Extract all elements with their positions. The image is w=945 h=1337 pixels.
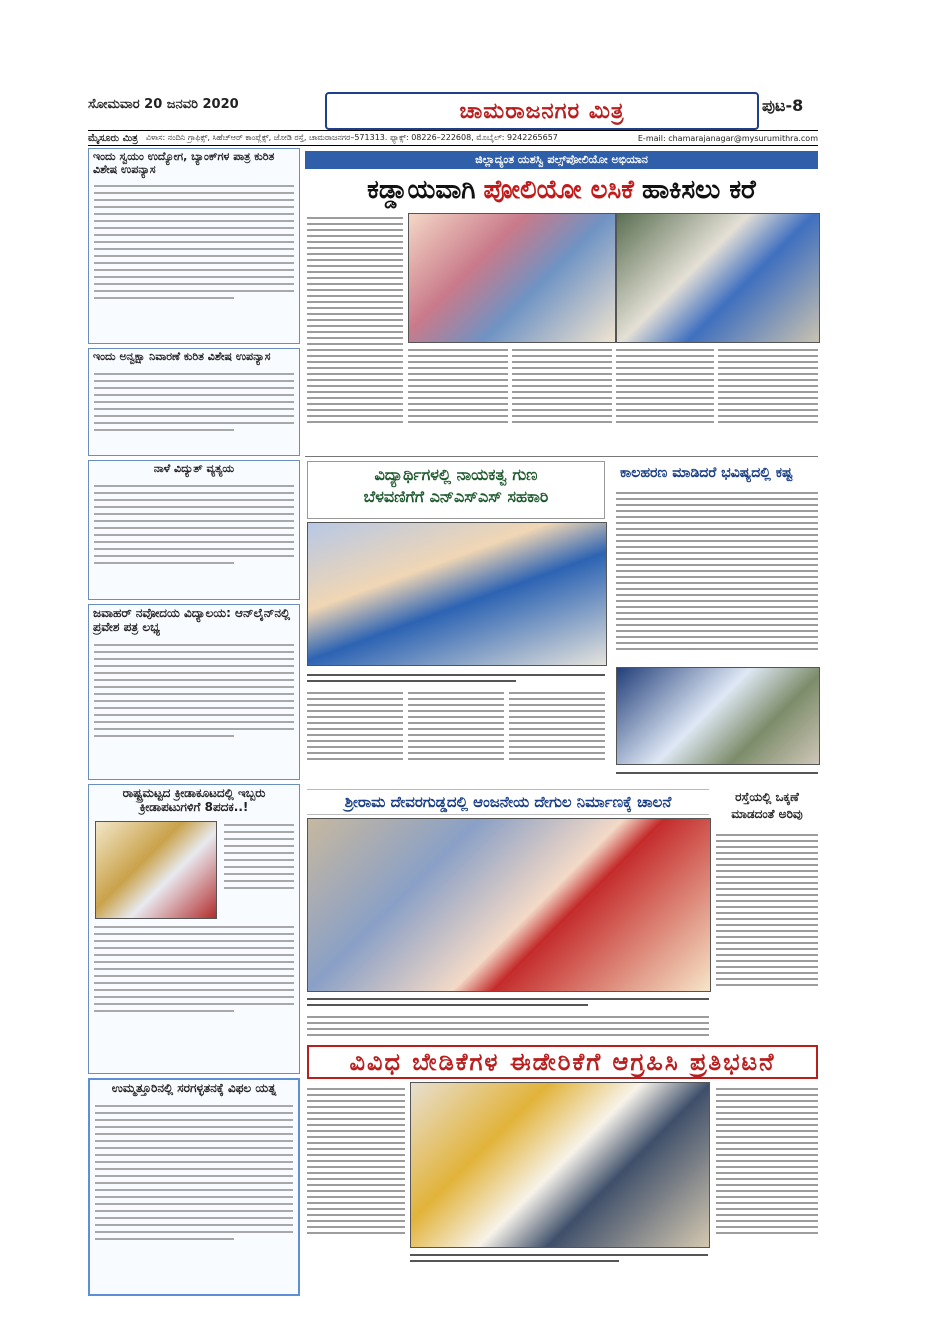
nss-photo bbox=[307, 522, 607, 666]
story-title: ಇಂದು ಸ್ವಯಂ ಉದ್ಯೋಗ, ಬ್ಯಾಂಕ್‌ಗಳ ಪಾತ್ರ ಕುರಿತ ವಿಶೇಷ ಉಪನ್ಯಾಸ bbox=[93, 150, 275, 176]
polio-photo-1 bbox=[408, 213, 616, 343]
story-self-employment bbox=[88, 148, 300, 344]
story-blind-belief bbox=[88, 348, 300, 456]
story-body bbox=[89, 366, 299, 438]
story-title: ನಾಳೆ ವಿದ್ಯುತ್ ವ್ಯತ್ಯಯ bbox=[153, 462, 235, 475]
polio-headline-highlight: ಪೋಲಿಯೋ ಲಸಿಕೆ bbox=[483, 174, 634, 205]
temple-photo-caption bbox=[307, 994, 709, 1010]
polio-text-col4 bbox=[616, 345, 714, 427]
story-power-cut bbox=[88, 460, 300, 600]
left-column bbox=[88, 148, 300, 1296]
info-email: E-mail: chamarajanagar@mysurumithra.com bbox=[637, 133, 818, 143]
polio-text-col2 bbox=[408, 345, 508, 427]
road-text bbox=[716, 830, 818, 990]
temple-photo bbox=[307, 818, 711, 992]
story-chain-snatching bbox=[88, 1078, 300, 1296]
time-photo bbox=[616, 667, 820, 765]
story-body bbox=[89, 178, 299, 306]
nss-text-col3 bbox=[509, 688, 605, 764]
nss-text-col1 bbox=[307, 688, 403, 764]
polio-headline bbox=[305, 172, 818, 208]
story-title: ರಾಷ್ಟ್ರಮಟ್ಟದ ಕ್ರೀಡಾಕೂಟದಲ್ಲಿ ಇಬ್ಬರು ಕ್ರೀಡಾಪಟುಗಳಿಗೆ 8ಪದಕ..! bbox=[122, 786, 266, 814]
polio-headline-left: ಕಡ್ಡಾಯವಾಗಿ bbox=[367, 174, 476, 205]
nss-headline bbox=[307, 461, 605, 519]
protest-photo-caption bbox=[410, 1250, 708, 1266]
story-body bbox=[89, 478, 299, 571]
story-title: ಇಂದು ಅನ್ವಕ್ಷಾ ನಿವಾರಣೆ ಕುರಿತ ವಿಶೇಷ ಉಪನ್ಯಾಸ bbox=[93, 350, 271, 363]
polio-text-col5 bbox=[718, 345, 818, 427]
story-body bbox=[89, 919, 299, 1019]
story-sports-medals bbox=[88, 784, 300, 1074]
nss-text-col2 bbox=[408, 688, 504, 764]
polio-photo-2 bbox=[616, 213, 820, 343]
temple-headline: ಶ್ರೀರಾಮ ದೇವರಗುಡ್ಡದಲ್ಲಿ ಆಂಜನೇಯ ದೇಗುಲ ನಿರ್ಮಾಣಕ್ಕೆ ಚಾಲನೆ bbox=[307, 789, 709, 815]
time-text bbox=[616, 488, 818, 654]
time-photo-caption bbox=[616, 768, 818, 778]
story-navodaya bbox=[88, 604, 300, 780]
protest-photo bbox=[410, 1082, 710, 1248]
protest-text-col1 bbox=[307, 1084, 405, 1238]
sports-photo bbox=[95, 821, 217, 919]
info-brand: ಮೈಸೂರು ಮಿತ್ರ bbox=[88, 132, 138, 144]
story-body bbox=[89, 637, 299, 744]
road-headline: ರಸ್ತೆಯಲ್ಲಿ ಒಕ್ಕಣೆ ಮಾಡದಂತೆ ಅರಿವು bbox=[731, 790, 803, 821]
polio-text-col3 bbox=[512, 345, 612, 427]
story-title: ಜವಾಹರ್ ನವೋದಯ ವಿದ್ಯಾಲಯ: ಆನ್‌ಲೈನ್‌ನಲ್ಲಿ ಪ್ರವೇಶ ಪತ್ರ ಲಭ್ಯ bbox=[93, 606, 291, 634]
temple-text bbox=[307, 1012, 709, 1040]
nss-photo-caption bbox=[307, 670, 605, 686]
page-number: ಪುಟ-8 bbox=[762, 96, 804, 115]
polio-text-col1 bbox=[307, 213, 403, 427]
section-divider bbox=[305, 456, 818, 457]
protest-headline: ವಿವಿಧ ಬೇಡಿಕೆಗಳ ಈಡೇರಿಕೆಗೆ ಆಗ್ರಹಿಸಿ ಪ್ರತಿಭಟನೆ bbox=[307, 1045, 818, 1079]
info-address: ವಿಳಾಸ: ನಂದಿನಿ ಗ್ರಾಫಿಕ್ಸ್, ಸಿಹೆಚ್‌ಆರ್ ಕಾಂಪ್ಲೆಕ್ಸ್, ಜೋಡಿ ರಸ್ತೆ, ಚಾಮರಾಜನಗರ–571313. ಫ್ಯಾಕ್ಸ್: 08226–222608, ಮೊಬೈಲ್: 9242265657 bbox=[145, 133, 558, 142]
story-title: ಉಮ್ಮತ್ತೂರಿನಲ್ಲಿ ಸರಗಳ್ಳತನಕ್ಕೆ ವಿಫಲ ಯತ್ನ bbox=[111, 1081, 277, 1095]
pulse-polio-banner: ಜಿಲ್ಲಾದ್ಯಂತ ಯಶಸ್ವಿ ಪಲ್ಸ್‌ಪೋಲಿಯೋ ಅಭಿಯಾನ bbox=[305, 151, 818, 169]
masthead-title: ಚಾಮರಾಜನಗರ ಮಿತ್ರ bbox=[325, 92, 759, 130]
polio-headline-right: ಹಾಕಿಸಲು ಕರೆ bbox=[641, 174, 756, 205]
issue-date: ಸೋಮವಾರ 20 ಜನವರಿ 2020 bbox=[88, 97, 239, 112]
time-headline: ಕಾಲಹರಣ ಮಾಡಿದರೆ ಭವಿಷ್ಯದಲ್ಲಿ ಕಷ್ಟ bbox=[620, 465, 793, 481]
nss-headline-line2: ಬೆಳವಣಿಗೆಗೆ ಎನ್‌ಎಸ್‌ಎಸ್ ಸಹಕಾರಿ bbox=[363, 487, 549, 507]
info-bar bbox=[88, 130, 818, 146]
story-body-side bbox=[219, 817, 299, 896]
story-body bbox=[90, 1098, 298, 1247]
protest-text-col3 bbox=[716, 1084, 818, 1238]
nss-headline-line1: ವಿದ್ಯಾರ್ಥಿಗಳಲ್ಲಿ ನಾಯಕತ್ವ ಗುಣ bbox=[374, 465, 538, 484]
